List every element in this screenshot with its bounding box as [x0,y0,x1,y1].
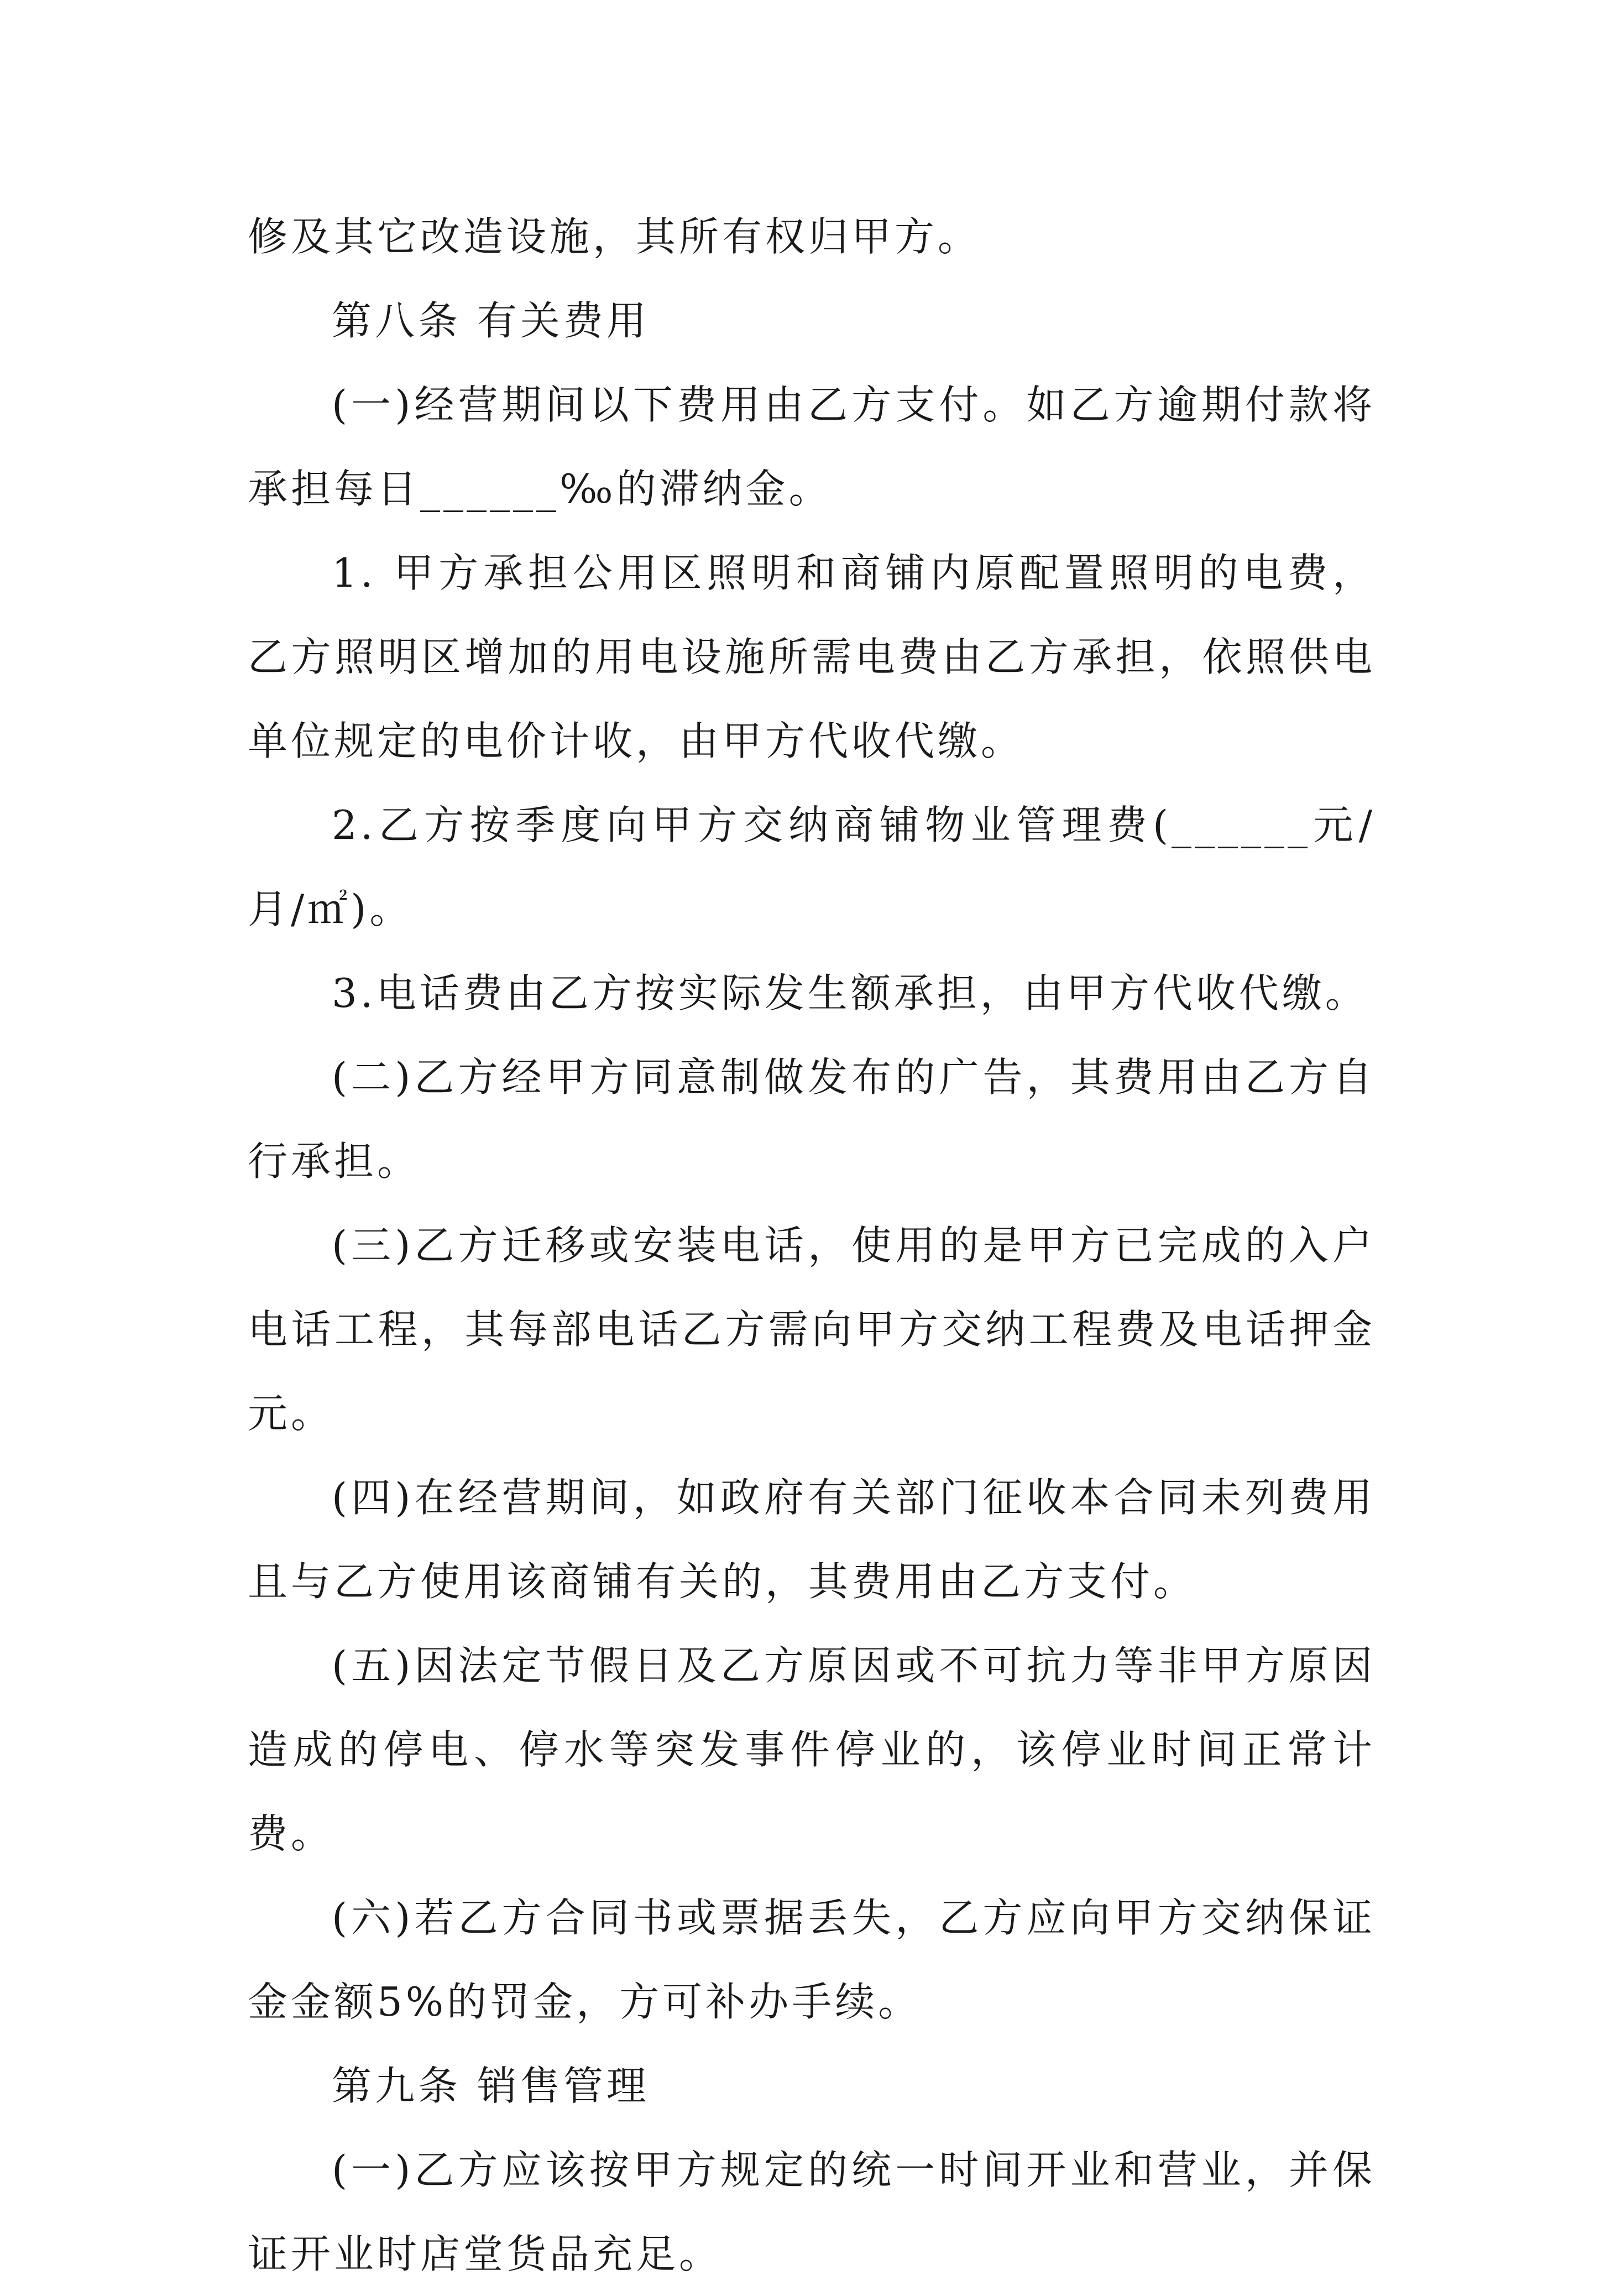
paragraph-item-3: (三)乙方迁移或安装电话，使用的是甲方已完成的入户电话工程，其每部电话乙方需向甲方交纳工程费及电话押金元。 [248,1222,1376,1437]
paragraph-subitem-2: 2.乙方按季度向甲方交纳商铺物业管理费(______元/月/㎡)。 [248,802,1376,932]
paragraph-subitem-3: 3.电话费由乙方按实际发生额承担，由甲方代收代缴。 [332,970,1368,1016]
paragraph-item-5: (五)因法定节假日及乙方原因或不可抗力等非甲方原因造成的停电、停水等突发事件停业的，该停业时间正常计费。 [248,1642,1376,1857]
article-9-heading: 第九条 销售管理 [332,2063,650,2109]
document-body [248,195,1376,2296]
paragraph-item-2: (二)乙方经甲方同意制做发布的广告，其费用由乙方自行承担。 [248,1054,1376,1184]
article-8-heading: 第八条 有关费用 [332,298,650,344]
paragraph-subitem-1: 1. 甲方承担公用区照明和商铺内原配置照明的电费，乙方照明区增加的用电设施所需电费由乙方承担，依照供电单位规定的电价计收，由甲方代收代缴。 [248,550,1376,764]
paragraph-item-6: (六)若乙方合同书或票据丢失，乙方应向甲方交纳保证金金额5%的罚金，方可补办手续。 [248,1895,1376,2025]
paragraph-item-1: (一)经营期间以下费用由乙方支付。如乙方逾期付款将承担每日______‰的滞纳金。 [248,382,1376,512]
paragraph-item-7: (一)乙方应该按甲方规定的统一时间开业和营业，并保证开业时店堂货品充足。 [248,2147,1376,2277]
paragraph-continuation: 修及其它改造设施，其所有权归甲方。 [248,213,981,260]
paragraph-item-4: (四)在经营期间，如政府有关部门征收本合同未列费用且与乙方使用该商铺有关的，其费用由乙方支付。 [248,1474,1376,1605]
